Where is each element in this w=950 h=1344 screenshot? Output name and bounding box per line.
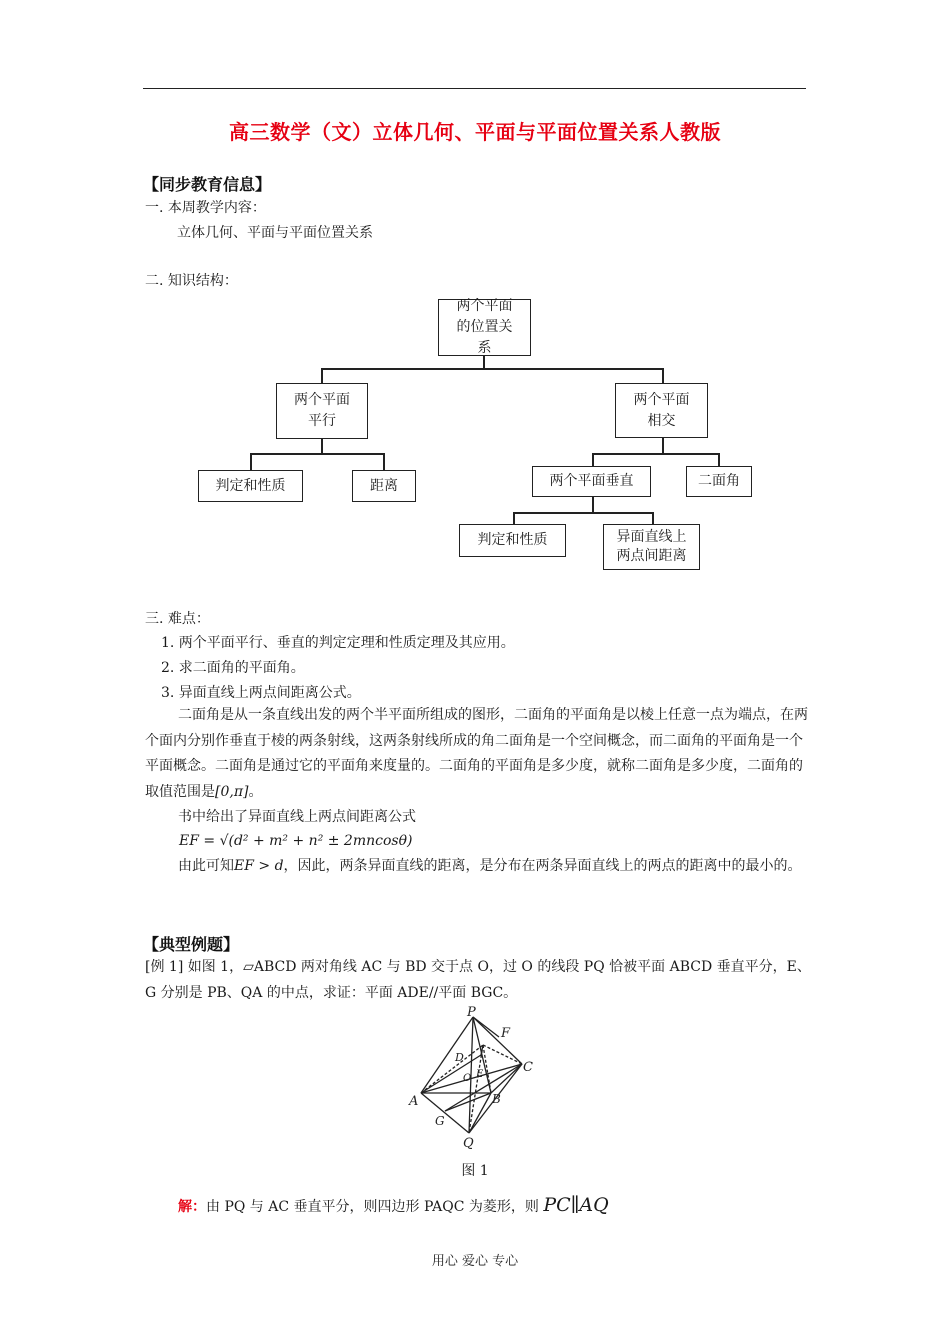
label-b: B xyxy=(492,1092,501,1106)
box-parallel-judge-property: 判定和性质 xyxy=(198,470,303,502)
label-e: E xyxy=(476,1069,484,1080)
solution-line: 解：由 PQ 与 AC 垂直平分，则四边形 PAQC 为菱形，则 PC∥AQ xyxy=(178,1194,609,1216)
difficulty-3: 3. 异面直线上两点间距离公式。 xyxy=(161,685,361,701)
label-c: C xyxy=(523,1060,533,1075)
box-skew-line-distance: 异面直线上两点间距离 xyxy=(603,524,700,570)
section-heading-examples: 【典型例题】 xyxy=(143,935,240,954)
box-planes-parallel: 两个平面平行 xyxy=(276,383,368,439)
solution-label: 解： xyxy=(178,1199,206,1215)
figure-1-octahedron xyxy=(405,1005,540,1150)
dihedral-paragraph: 二面角是从一条直线出发的两个半平面所组成的图形，二面角的平面角是以棱上任意一点为端点，在两个面内分别作垂直于棱的两条射线，这两条射线所成的角二面角是一个空间概念，而二面角的平面角是一个平面概念。二面角是通过它的平面角来度量的。二面角的平面角是多少度，就称二面角是多少度，二面角的取值范围是[0,π]。 xyxy=(145,707,808,800)
box-perp-judge-property: 判定和性质 xyxy=(459,524,566,557)
example-1-text: [例 1] 如图 1，▱ABCD 两对角线 AC 与 BD 交于点 O，过 O 的线段 PQ 恰被平面 ABCD 垂直平分，E、G 分别是 PB、QA 的中点，求证：平面 ADE//平面 BGC。 xyxy=(145,959,811,1001)
page-title: 高三数学（文）立体几何、平面与平面位置关系人教版 xyxy=(229,120,721,144)
label-o: O xyxy=(463,1073,472,1084)
item2-label: 二. 知识结构： xyxy=(145,273,238,289)
conclusion-paragraph: 由此可知EF > d，因此，两条异面直线的距离，是分布在两条异面直线上的两点的距离中的最小的。 xyxy=(178,858,802,874)
item1-label: 一. 本周教学内容： xyxy=(145,200,266,216)
box-plane-relation: 两个平面的位置关系 xyxy=(438,299,531,356)
label-a: A xyxy=(409,1094,419,1109)
item1-content: 立体几何、平面与平面位置关系 xyxy=(177,225,373,241)
box-dihedral-angle: 二面角 xyxy=(686,466,752,497)
box-parallel-distance: 距离 xyxy=(352,470,416,502)
item3-label: 三. 难点： xyxy=(145,611,210,627)
header-rule xyxy=(143,88,806,89)
difficulty-2: 2. 求二面角的平面角。 xyxy=(161,660,305,676)
solution-math: PC∥AQ xyxy=(543,1194,609,1216)
figure-caption: 图 1 xyxy=(461,1163,489,1179)
label-d: D xyxy=(455,1051,464,1064)
label-p: P xyxy=(467,1005,476,1020)
box-planes-perpendicular: 两个平面垂直 xyxy=(532,466,651,497)
box-planes-intersect: 两个平面相交 xyxy=(615,383,708,438)
label-f: F xyxy=(501,1026,511,1041)
formula-intro: 书中给出了异面直线上两点间距离公式 xyxy=(178,809,416,825)
distance-formula: EF = √(d² + m² + n² ± 2mncosθ) xyxy=(179,833,413,849)
label-g: G xyxy=(435,1114,445,1128)
range-math: [0,π] xyxy=(215,783,249,800)
label-q: Q xyxy=(463,1136,474,1150)
page-footer: 用心 爱心 专心 xyxy=(431,1254,519,1269)
difficulty-1: 1. 两个平面平行、垂直的判定定理和性质定理及其应用。 xyxy=(161,635,515,651)
section-heading-sync: 【同步教育信息】 xyxy=(143,175,272,194)
